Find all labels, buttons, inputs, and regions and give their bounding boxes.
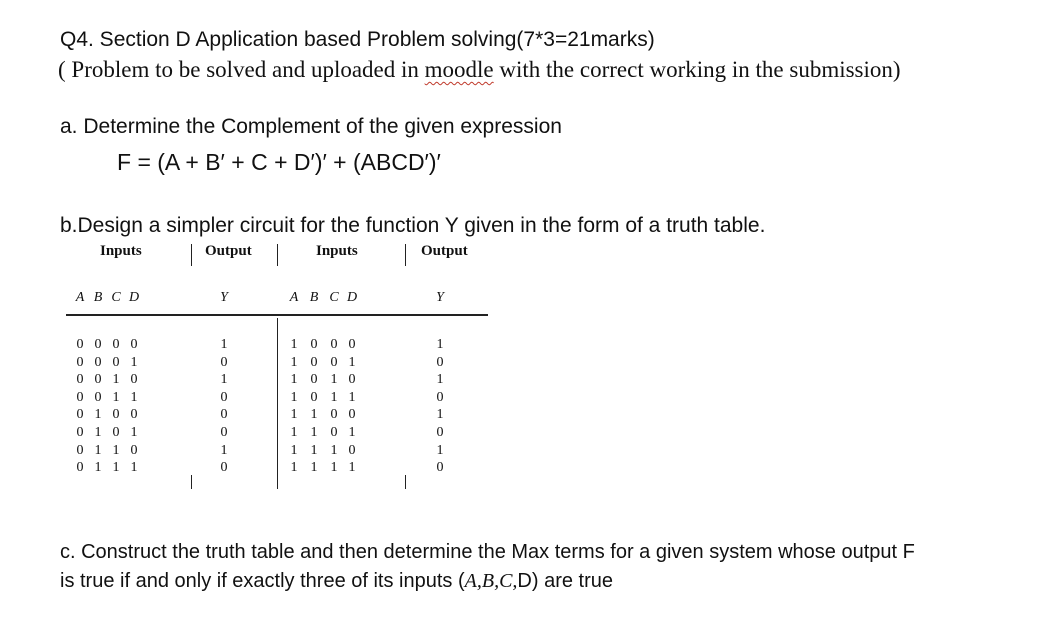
table-cell: 0 — [112, 337, 120, 352]
column-header-left-a: A — [75, 290, 85, 305]
part-c-line1: c. Construct the truth table and then determine the Max terms for a given system whose output F — [60, 541, 915, 563]
table-cell: 0 — [348, 442, 356, 458]
table-cell: 0 — [310, 389, 318, 405]
table-cell: 1 — [290, 354, 298, 370]
part-c-variables: A,B,C, — [464, 570, 518, 592]
table-cell: 0 — [330, 337, 338, 352]
table-cell: 0 — [348, 337, 356, 352]
table-cell: 0 — [76, 460, 84, 476]
table-cell: 1 — [290, 389, 298, 405]
table-cell: 1 — [330, 372, 338, 388]
output-header-right: Output — [421, 243, 468, 259]
table-cell: 1 — [290, 372, 298, 388]
inputs-header-left: Inputs — [100, 243, 142, 259]
table-cell: 0 — [348, 372, 356, 388]
table-cell: 0 — [436, 460, 444, 476]
table-cell: 1 — [290, 407, 298, 423]
table-cell: 1 — [220, 372, 228, 388]
divider-bottom-3 — [405, 475, 406, 489]
question-title: Q4. Section D Application based Problem solving(7*3=21marks) — [60, 28, 655, 51]
table-cell: 0 — [220, 425, 228, 440]
table-cell: 1 — [290, 337, 298, 352]
table-cell: 1 — [94, 460, 102, 476]
table-cell: 0 — [76, 337, 84, 352]
table-cell: 0 — [94, 354, 102, 370]
table-cell: 1 — [348, 354, 356, 370]
part-c-prompt — [60, 538, 1050, 596]
table-cell: 0 — [130, 337, 138, 352]
column-header-right-b: B — [309, 290, 319, 305]
table-cell: 1 — [94, 425, 102, 440]
table-cell: 1 — [436, 407, 444, 423]
column-header-left-c: C — [111, 290, 121, 305]
table-cell: 0 — [76, 354, 84, 370]
table-cell: 1 — [310, 425, 318, 440]
divider-top-2 — [277, 244, 278, 266]
table-cell: 0 — [220, 389, 228, 405]
column-header-right-d: D — [346, 290, 358, 305]
column-header-left-y: Y — [220, 290, 228, 305]
output-header-left: Output — [205, 243, 252, 259]
table-cell: 1 — [330, 460, 338, 476]
table-cell: 0 — [310, 354, 318, 370]
note-suffix: with the correct working in the submission) — [493, 57, 901, 82]
table-cell: 1 — [130, 460, 138, 476]
table-cell: 0 — [112, 354, 120, 370]
table-cell: 0 — [130, 372, 138, 388]
part-b-prompt: b.Design a simpler circuit for the function Y given in the form of a truth table. — [60, 214, 766, 237]
table-cell: 1 — [290, 442, 298, 458]
table-cell: 0 — [94, 389, 102, 405]
table-cell: 1 — [130, 389, 138, 405]
table-cell: 0 — [436, 425, 444, 440]
table-cell: 1 — [310, 460, 318, 476]
table-cell: 1 — [112, 372, 120, 388]
table-cell: 0 — [76, 407, 84, 423]
table-cell: 0 — [76, 442, 84, 458]
column-header-left-d: D — [128, 290, 140, 305]
table-cell: 1 — [130, 354, 138, 370]
table-cell: 0 — [94, 337, 102, 352]
table-cell: 0 — [436, 354, 444, 370]
part-c-line2-prefix: is true if and only if exactly three of its inputs ( — [60, 570, 465, 592]
moodle-word: moodle — [424, 57, 494, 82]
table-cell: 0 — [310, 337, 318, 352]
table-cell: 0 — [76, 389, 84, 405]
table-cell: 0 — [220, 354, 228, 370]
table-cell: 1 — [436, 372, 444, 388]
table-cell: 1 — [112, 442, 120, 458]
table-cell: 0 — [76, 372, 84, 388]
part-c-line2-suffix: D) are true — [517, 570, 614, 592]
table-cell: 0 — [76, 425, 84, 440]
table-cell: 0 — [112, 425, 120, 440]
table-cell: 1 — [112, 460, 120, 476]
divider-top-3 — [405, 244, 406, 266]
table-cell: 1 — [310, 442, 318, 458]
table-cell: 0 — [94, 372, 102, 388]
table-cell: 1 — [330, 442, 338, 458]
table-cell: 1 — [348, 389, 356, 405]
part-a-prompt: a. Determine the Complement of the given expression — [60, 115, 562, 138]
table-cell: 1 — [348, 425, 356, 440]
table-cell: 1 — [348, 460, 356, 476]
table-cell: 1 — [94, 407, 102, 423]
submission-note — [58, 57, 901, 83]
table-cell: 0 — [220, 407, 228, 423]
table-cell: 1 — [290, 425, 298, 440]
column-header-right-c: C — [329, 290, 339, 305]
table-cell: 0 — [330, 425, 338, 440]
table-cell: 1 — [436, 442, 444, 458]
table-cell: 1 — [330, 389, 338, 405]
part-a-expression: F = (A + B′ + C + D′)′ + (ABCD′)′ — [117, 149, 441, 175]
inputs-header-right: Inputs — [316, 243, 358, 259]
table-cell: 1 — [290, 460, 298, 476]
table-cell: 1 — [94, 442, 102, 458]
table-cell: 0 — [436, 389, 444, 405]
table-cell: 0 — [330, 407, 338, 423]
table-cell: 1 — [130, 425, 138, 440]
divider-middle — [277, 318, 278, 478]
column-header-right-a: A — [289, 290, 299, 305]
table-cell: 0 — [330, 354, 338, 370]
table-cell: 0 — [112, 407, 120, 423]
table-cell: 0 — [130, 442, 138, 458]
table-cell: 1 — [220, 337, 228, 352]
column-header-right-y: Y — [436, 290, 444, 305]
header-rule — [66, 314, 488, 316]
divider-top-1 — [191, 244, 192, 266]
divider-bottom-1 — [191, 475, 192, 489]
table-cell: 1 — [220, 442, 228, 458]
table-cell: 0 — [310, 372, 318, 388]
note-prefix: ( Problem to be solved and uploaded in — [58, 57, 425, 82]
table-cell: 0 — [130, 407, 138, 423]
table-cell: 1 — [436, 337, 444, 352]
table-cell: 0 — [348, 407, 356, 423]
column-header-left-b: B — [93, 290, 103, 305]
table-cell: 1 — [112, 389, 120, 405]
table-cell: 0 — [220, 460, 228, 476]
table-cell: 1 — [310, 407, 318, 423]
